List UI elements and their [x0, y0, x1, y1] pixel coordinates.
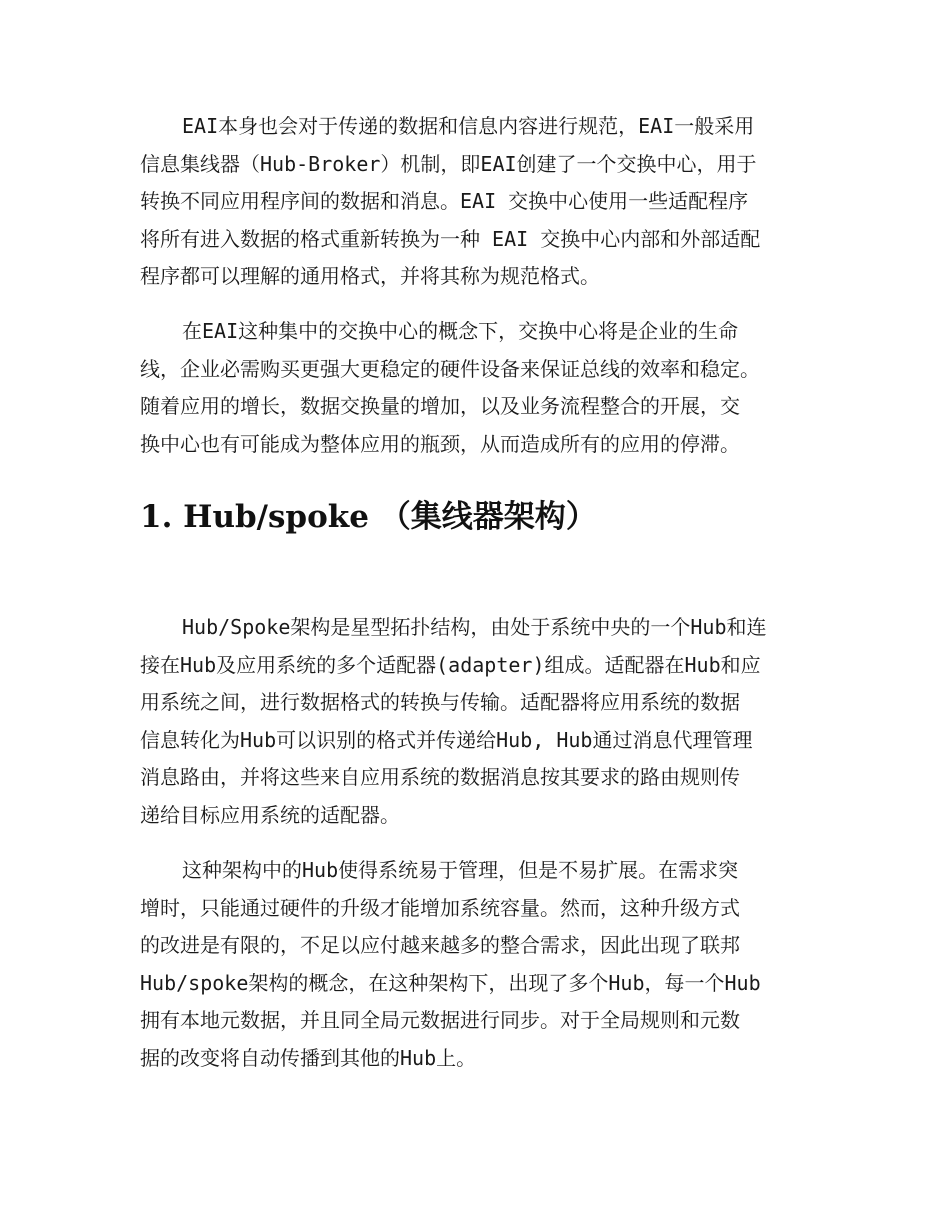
paragraph-line: 信息集线器（Hub-Broker）机制，即EAI创建了一个交换中心，用于 [140, 151, 757, 176]
paragraph-line: 将所有进入数据的格式重新转换为一种 EAI 交换中心内部和外部适配 [140, 226, 761, 251]
paragraph-line: 据的改变将自动传播到其他的Hub上。 [140, 1045, 477, 1070]
paragraph-eai-intro [140, 108, 808, 296]
paragraph-hub-spoke-federation [140, 852, 808, 1077]
paragraph-line: 转换不同应用程序间的数据和消息。EAI 交换中心使用一些适配程序 [140, 189, 749, 213]
section-heading: 1. Hub/spoke （集线器架构） [140, 499, 597, 535]
paragraph-line: 的改进是有限的，不足以应付越来越多的整合需求，因此出现了联邦 [140, 933, 740, 957]
paragraph-line: 这种架构中的Hub使得系统易于管理，但是不易扩展。在需求突 [182, 858, 739, 882]
paragraph-eai-bottleneck [140, 313, 808, 463]
paragraph-line: 随着应用的增长，数据交换量的增加，以及业务流程整合的开展，交 [140, 394, 740, 418]
paragraph-hub-spoke-structure [140, 609, 808, 834]
paragraph-line: 换中心也有可能成为整体应用的瓶颈，从而造成所有的应用的停滞。 [140, 431, 740, 456]
paragraph-line: 在EAI这种集中的交换中心的概念下，交换中心将是企业的生命 [182, 319, 739, 343]
paragraph-line: 用系统之间，进行数据格式的转换与传输。适配器将应用系统的数据 [140, 690, 740, 714]
paragraph-line: Hub/Spoke架构是星型拓扑结构，由处于系统中央的一个Hub和连 [182, 615, 767, 639]
paragraph-line: 拥有本地元数据，并且同全局元数据进行同步。对于全局规则和元数 [140, 1008, 740, 1032]
paragraph-line: 增时，只能通过硬件的升级才能增加系统容量。然而，这种升级方式 [140, 895, 740, 920]
paragraph-line: Hub/spoke架构的概念，在这种架构下，出现了多个Hub，每一个Hub [140, 970, 761, 995]
paragraph-line: 递给目标应用系统的适配器。 [140, 802, 400, 827]
paragraph-line: 线，企业必需购买更强大更稳定的硬件设备来保证总线的效率和稳定。 [140, 356, 760, 381]
paragraph-line: 接在Hub及应用系统的多个适配器(adapter)组成。适配器在Hub和应 [140, 652, 761, 677]
paragraph-line: EAI本身也会对于传递的数据和信息内容进行规范，EAI一般采用 [182, 114, 755, 138]
paragraph-line: 信息转化为Hub可以识别的格式并传递给Hub, Hub通过消息代理管理 [140, 727, 753, 752]
paragraph-line: 消息路由，并将这些来自应用系统的数据消息按其要求的路由规则传 [140, 765, 740, 789]
paragraph-line: 程序都可以理解的通用格式，并将其称为规范格式。 [140, 264, 600, 288]
